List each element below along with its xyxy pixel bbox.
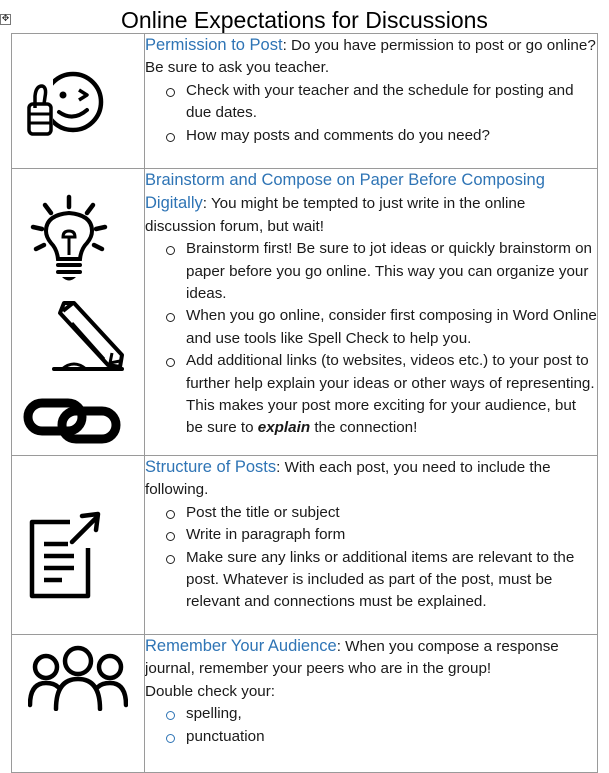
list-item: When you go online, consider first composing in Word Online and use tools like Spell Check to help you. (165, 305, 597, 350)
section-heading: Structure of Posts (145, 458, 277, 476)
section-intro: : When you compose a response journal, remember your peers who are in the group! (145, 638, 559, 678)
section-intro: : With each post, you need to include the following. (145, 459, 551, 499)
list-item-text: the connection! (310, 419, 418, 437)
list-item: Make sure any links or additional items are relevant to the post. Whatever is included as part of the post, must be relevant and connections must be explained. (165, 547, 597, 614)
table-row (12, 635, 598, 773)
bullet-list (145, 80, 597, 147)
bullet-list (145, 238, 597, 440)
table-row (12, 456, 598, 635)
chain-link-icon (22, 389, 122, 453)
list-item: Check with your teacher and the schedule for posting and due dates. (165, 80, 597, 125)
section-heading: Permission to Post (145, 36, 283, 54)
section-heading: Remember Your Audience (145, 637, 337, 655)
section-heading: Brainstorm and Compose on Paper Before Composing Digitally (145, 171, 545, 213)
icon-cell (12, 456, 145, 635)
list-item: punctuation (165, 726, 597, 748)
table-move-handle[interactable]: ✥ (1, 14, 10, 24)
section-text (145, 456, 598, 635)
list-item: Post the title or subject (165, 502, 597, 524)
emphasis-text: explain (257, 419, 311, 437)
icon-cell (12, 169, 145, 456)
pencil-icon (34, 297, 126, 373)
table-row (12, 169, 598, 456)
document-export-icon (28, 508, 102, 600)
audience-group-icon (28, 643, 128, 711)
lightbulb-icon (27, 193, 111, 285)
section-text (145, 635, 598, 773)
icon-cell (12, 34, 145, 169)
section-intro: : Do you have permission to post or go online? Be sure to ask you teacher. (145, 37, 596, 77)
list-item: Brainstorm first! Be sure to jot ideas or quickly brainstorm on paper before you go online. This way you can organize your ideas. (165, 238, 597, 305)
wink-thumbs-up-icon (26, 68, 106, 138)
section-intro: : You might be tempted to just write in the online discussion forum, but wait! (145, 195, 526, 235)
section-text (145, 34, 598, 169)
section-text (145, 169, 598, 456)
list-item: How may posts and comments do you need? (165, 125, 597, 147)
bullet-list (145, 703, 597, 748)
expectations-table (11, 33, 598, 773)
double-check-label: Double check your: (145, 682, 276, 700)
list-item: spelling, (165, 703, 597, 725)
list-item-text: Add additional links (to websites, videos etc.) to your post to further help explain your ideas or other ways of representing. This makes your post more exciting for your audience, but be sure to (186, 352, 595, 437)
list-item (165, 350, 597, 440)
bullet-list (145, 502, 597, 614)
page-title: Online Expectations for Discussions (121, 7, 488, 33)
list-item: Write in paragraph form (165, 524, 597, 546)
icon-cell (12, 635, 145, 773)
table-row (12, 34, 598, 169)
